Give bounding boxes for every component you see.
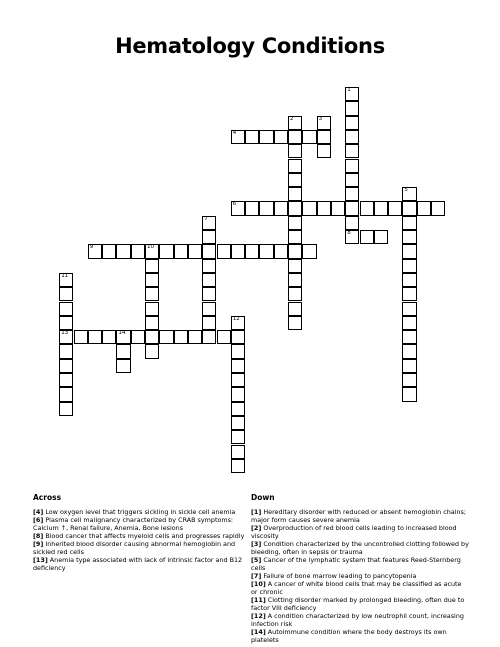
crossword-cell[interactable] [202, 230, 216, 244]
across-clue [33, 516, 251, 532]
crossword-cell[interactable] [345, 173, 359, 187]
crossword-cell[interactable] [417, 201, 431, 215]
crossword-cell[interactable] [59, 344, 73, 358]
across-heading: Across [33, 493, 62, 502]
clue-number: 14 [118, 330, 126, 337]
crossword-cell[interactable] [274, 201, 288, 215]
crossword-cell[interactable] [288, 259, 302, 273]
crossword-cell[interactable] [145, 302, 159, 316]
crossword-cell[interactable] [231, 359, 245, 373]
crossword-cell[interactable] [331, 201, 345, 215]
crossword-cell[interactable] [59, 330, 73, 344]
crossword-cell[interactable] [59, 316, 73, 330]
crossword-cell[interactable] [145, 259, 159, 273]
clue-text: Failure of bone marrow leading to pancytopenia [261, 572, 417, 580]
crossword-cell[interactable] [145, 287, 159, 301]
down-clue [251, 596, 469, 612]
crossword-cell[interactable] [59, 359, 73, 373]
crossword-cell[interactable] [217, 244, 231, 258]
down-heading: Down [251, 493, 275, 502]
crossword-cell[interactable] [59, 302, 73, 316]
crossword-cell[interactable] [231, 244, 245, 258]
crossword-cell[interactable] [288, 244, 302, 258]
crossword-cell[interactable] [288, 130, 302, 144]
crossword-cell[interactable] [202, 330, 216, 344]
crossword-cell[interactable] [59, 402, 73, 416]
crossword-cell[interactable] [288, 216, 302, 230]
clue-number-label: [9] [33, 540, 44, 548]
clue-number-label: [10] [251, 580, 266, 588]
clue-number-label: [6] [33, 516, 44, 524]
crossword-cell[interactable] [231, 416, 245, 430]
crossword-cell[interactable] [202, 259, 216, 273]
crossword-cell[interactable] [402, 287, 416, 301]
crossword-cell[interactable] [131, 330, 145, 344]
clue-text: Cancer of the lymphatic system that features Reed-Sternberg cells [251, 556, 461, 572]
crossword-cell[interactable] [231, 373, 245, 387]
crossword-cell[interactable] [159, 330, 173, 344]
down-clue [251, 628, 469, 644]
crossword-cell[interactable] [402, 302, 416, 316]
crossword-cell[interactable] [288, 201, 302, 215]
clue-number-label: [1] [251, 508, 262, 516]
clue-number-label: [12] [251, 612, 266, 620]
crossword-cell[interactable] [231, 316, 245, 330]
clue-number: 12 [232, 315, 240, 322]
crossword-cell[interactable] [345, 87, 359, 101]
crossword-cell[interactable] [360, 230, 374, 244]
crossword-cell[interactable] [345, 187, 359, 201]
crossword-cell[interactable] [59, 287, 73, 301]
crossword-cell[interactable] [402, 187, 416, 201]
crossword-cell[interactable] [231, 344, 245, 358]
crossword-cell[interactable] [345, 216, 359, 230]
crossword-cell[interactable] [259, 201, 273, 215]
crossword-cell[interactable] [188, 244, 202, 258]
crossword-cell[interactable] [431, 201, 445, 215]
crossword-cell[interactable] [159, 244, 173, 258]
crossword-cell[interactable] [402, 316, 416, 330]
clue-number: 8 [347, 230, 351, 236]
across-clue-list [33, 508, 251, 572]
crossword-cell[interactable] [402, 330, 416, 344]
crossword-cell[interactable] [402, 259, 416, 273]
crossword-cell[interactable] [302, 201, 316, 215]
crossword-cell[interactable] [59, 373, 73, 387]
crossword-cell[interactable] [145, 316, 159, 330]
crossword-cell[interactable] [231, 459, 245, 473]
crossword-cell[interactable] [360, 201, 374, 215]
crossword-cell[interactable] [274, 130, 288, 144]
clue-text: Overproduction of red blood cells leading to increased blood viscosity [251, 524, 457, 540]
clue-number-label: [2] [251, 524, 262, 532]
clue-number-label: [14] [251, 628, 266, 636]
crossword-cell[interactable] [202, 287, 216, 301]
crossword-cell[interactable] [317, 144, 331, 158]
crossword-cell[interactable] [145, 244, 159, 258]
clue-text: Hereditary disorder with reduced or absent hemoglobin chains; major form causes severe anemia [251, 508, 467, 524]
crossword-cell[interactable] [288, 116, 302, 130]
crossword-cell[interactable] [317, 201, 331, 215]
crossword-cell[interactable] [317, 130, 331, 144]
down-clue [251, 508, 469, 524]
crossword-cell[interactable] [74, 330, 88, 344]
down-clues [251, 494, 469, 644]
clue-number-label: [5] [251, 556, 262, 564]
crossword-cell[interactable] [374, 230, 388, 244]
down-clue [251, 556, 469, 572]
crossword-cell[interactable] [131, 244, 145, 258]
clue-number: 9 [89, 244, 94, 251]
crossword-cell[interactable] [88, 330, 102, 344]
clue-text: A condition characterized by low neutrophil count, increasing infection risk [251, 612, 464, 628]
clue-text: Condition characterized by the uncontrolled clotting followed by bleeding, often in sepsis or trauma [251, 540, 469, 556]
across-clue [33, 508, 251, 516]
crossword-cell[interactable] [116, 330, 130, 344]
page-title: Hematology Conditions [115, 34, 385, 58]
crossword-cell[interactable] [288, 159, 302, 173]
clue-text: Plasma cell malignancy characterized by CRAB symptoms: Calcium ↑, Renal failure, Anemia, Bone lesions [33, 516, 234, 532]
crossword-cell[interactable] [145, 330, 159, 344]
crossword-cell[interactable] [202, 302, 216, 316]
crossword-cell[interactable] [102, 244, 116, 258]
crossword-cell[interactable] [402, 273, 416, 287]
crossword-cell[interactable] [231, 387, 245, 401]
down-clue [251, 612, 469, 628]
crossword-cell[interactable] [188, 330, 202, 344]
crossword-cell[interactable] [402, 373, 416, 387]
down-clue-list [251, 508, 469, 644]
clue-text: Blood cancer that affects myeloid cells and progresses rapidly [43, 532, 245, 540]
clue-number: 2 [290, 115, 294, 122]
clue-text: Clotting disorder marked by prolonged bleeding, often due to factor VIII deficiency [251, 596, 465, 612]
crossword-cell[interactable] [145, 273, 159, 287]
clue-text: Autoimmune condition where the body destroys its own platelets [251, 628, 447, 644]
crossword-cell[interactable] [202, 316, 216, 330]
crossword-cell[interactable] [345, 130, 359, 144]
clue-number: 11 [61, 272, 69, 279]
clue-number: 13 [61, 330, 69, 337]
crossword-cell[interactable] [345, 144, 359, 158]
across-clue [33, 540, 251, 556]
crossword-cell[interactable] [174, 244, 188, 258]
clue-text: Anemia type associated with lack of intrinsic factor and B12 deficiency [33, 556, 243, 572]
down-clue [251, 580, 469, 596]
crossword-cell[interactable] [302, 130, 316, 144]
crossword-cell[interactable] [288, 316, 302, 330]
crossword-cell[interactable] [345, 201, 359, 215]
crossword-cell[interactable] [345, 159, 359, 173]
clue-number: 6 [232, 201, 237, 208]
crossword-cell[interactable] [231, 330, 245, 344]
crossword-cell[interactable] [345, 230, 359, 244]
crossword-cell[interactable] [116, 359, 130, 373]
crossword-cell[interactable] [259, 244, 273, 258]
crossword-cell[interactable] [217, 330, 231, 344]
crossword-cell[interactable] [288, 187, 302, 201]
crossword-cell[interactable] [88, 244, 102, 258]
crossword-cell[interactable] [402, 387, 416, 401]
crossword-cell[interactable] [231, 201, 245, 215]
crossword-cell[interactable] [274, 244, 288, 258]
crossword-cell[interactable] [388, 201, 402, 215]
crossword-cell[interactable] [116, 244, 130, 258]
crossword-cell[interactable] [59, 387, 73, 401]
crossword-cell[interactable] [345, 101, 359, 115]
clue-number: 1 [347, 87, 351, 93]
across-clues [33, 494, 251, 572]
crossword-cell[interactable] [202, 216, 216, 230]
crossword-cell[interactable] [288, 173, 302, 187]
clue-number: 4 [232, 129, 237, 136]
crossword-cell[interactable] [231, 445, 245, 459]
crossword-cell[interactable] [245, 201, 259, 215]
crossword-cell[interactable] [402, 244, 416, 258]
clue-number-label: [13] [33, 556, 48, 564]
clue-number-label: [3] [251, 540, 262, 548]
down-clue [251, 540, 469, 556]
clue-number-label: [4] [33, 508, 44, 516]
crossword-cell[interactable] [302, 244, 316, 258]
clue-number-label: [11] [251, 596, 266, 604]
crossword-cell[interactable] [402, 359, 416, 373]
crossword-cell[interactable] [202, 244, 216, 258]
clue-number-label: [8] [33, 532, 44, 540]
crossword-cell[interactable] [402, 201, 416, 215]
crossword-cell[interactable] [231, 130, 245, 144]
crossword-cell[interactable] [245, 130, 259, 144]
across-clue [33, 556, 251, 572]
clue-number: 10 [147, 244, 154, 251]
crossword-cell[interactable] [345, 116, 359, 130]
crossword-cell[interactable] [102, 330, 116, 344]
clue-number: 3 [318, 115, 323, 122]
crossword-cell[interactable] [59, 273, 73, 287]
down-clue [251, 572, 469, 580]
crossword-cell[interactable] [402, 344, 416, 358]
clue-number-label: [7] [251, 572, 262, 580]
crossword-cell[interactable] [231, 402, 245, 416]
crossword-cell[interactable] [231, 430, 245, 444]
across-clue [33, 532, 251, 540]
crossword-cell[interactable] [317, 116, 331, 130]
crossword-cell[interactable] [374, 201, 388, 215]
clue-number: 7 [204, 215, 208, 222]
crossword-cell[interactable] [288, 287, 302, 301]
crossword-cell[interactable] [288, 302, 302, 316]
clue-number: 5 [404, 187, 408, 194]
crossword-cell[interactable] [116, 344, 130, 358]
clue-text: Low oxygen level that triggers sickling in sickle cell anemia [43, 508, 236, 516]
crossword-cell[interactable] [402, 216, 416, 230]
clue-text: A cancer of white blood cells that may be classified as acute or chronic [251, 580, 462, 596]
down-clue [251, 524, 469, 540]
crossword-cell[interactable] [202, 273, 216, 287]
crossword-cell[interactable] [259, 130, 273, 144]
crossword-cell[interactable] [288, 273, 302, 287]
crossword-cell[interactable] [402, 230, 416, 244]
crossword-cell[interactable] [288, 230, 302, 244]
crossword-cell[interactable] [174, 330, 188, 344]
crossword-cell[interactable] [145, 344, 159, 358]
crossword-cell[interactable] [245, 244, 259, 258]
clue-text: Inherited blood disorder causing abnormal hemoglobin and sickled red cells [33, 540, 236, 556]
crossword-cell[interactable] [288, 144, 302, 158]
